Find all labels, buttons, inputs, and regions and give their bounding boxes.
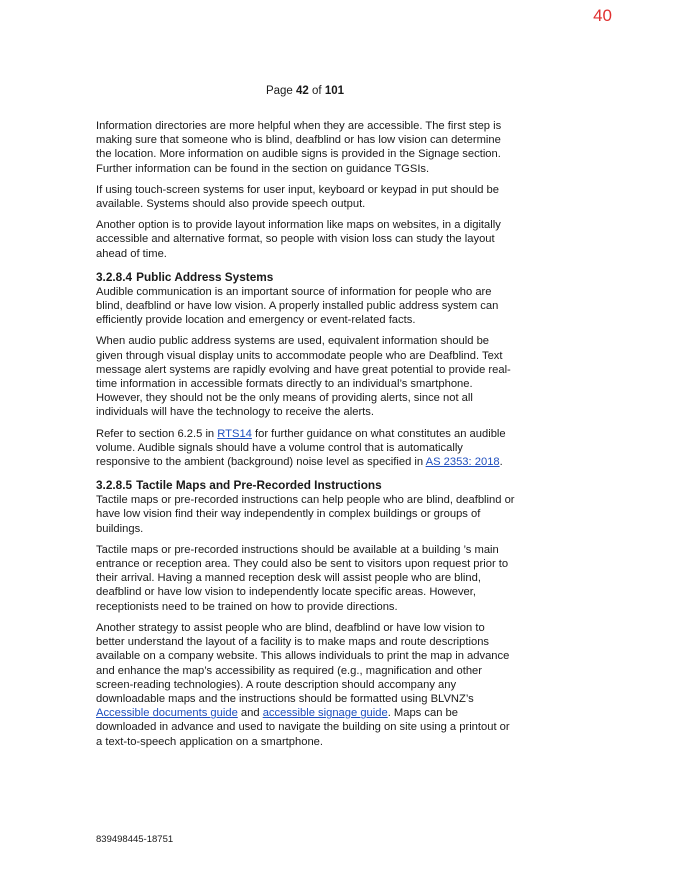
paragraph-reception: Tactile maps or pre-recorded instructions should be available at a building ’s main entrance or reception area. They could also be sent to visitors upon request prior to their arrival. Having a manned reception desk will assist people who are blind, deafblind or have low vision to independently locate specific areas. However, receptionists need to be trained on how to provide directions. bbox=[96, 543, 509, 613]
paragraph-volume bbox=[96, 427, 516, 470]
paragraph-tactile-intro: Tactile maps or pre-recorded instructions can help people who are blind, deafblind or have low vision find their way independently in complex buildings or groups of buildings. bbox=[96, 494, 515, 535]
document-body bbox=[96, 119, 516, 756]
heading-number: 3.2.8.5 bbox=[96, 478, 133, 493]
text-run: . bbox=[499, 456, 503, 469]
rts14-link[interactable]: RTS14 bbox=[217, 427, 252, 440]
corner-page-number: 40 bbox=[593, 6, 612, 25]
accessible-documents-guide-link[interactable]: Accessible documents guide bbox=[96, 707, 238, 720]
page-current: 42 bbox=[296, 85, 309, 97]
text-run: for further guidance on what constitutes an audible volume. Audible signals should have a volume control that is automatically responsive to the ambient (background) noise level as specified in bbox=[96, 427, 506, 469]
document-id-footer: 839498445-18751 bbox=[96, 834, 174, 845]
heading-public-address bbox=[96, 270, 516, 284]
page-total: 101 bbox=[324, 85, 345, 97]
heading-title: Public Address Systems bbox=[136, 269, 274, 284]
page-indicator-prefix: Page bbox=[265, 85, 293, 97]
paragraph-website-maps bbox=[96, 621, 516, 749]
paragraph-audible-communication: Audible communication is an important source of information for people who are blind, deafblind or have low vision. A properly installed public address system can efficiently provide location and emergency or event-related facts. bbox=[96, 285, 499, 327]
paragraph-touch-screen: If using touch-screen systems for user input, keyboard or keypad in put should be available. Systems should also provide speech output. bbox=[96, 183, 499, 211]
text-run: Refer to section 6.2.5 in bbox=[96, 427, 218, 440]
heading-title: Tactile Maps and Pre-Recorded Instructions bbox=[136, 478, 382, 493]
paragraph-directories: Information directories are more helpful when they are accessible. The first step is making sure that someone who is blind, deafblind or has low vision can determine the location. More information on audible signs is provided in the Signage section. Further information can be found in the section on guidance TGSIs. bbox=[96, 120, 502, 175]
text-run: Another strategy to assist people who are blind, deafblind or have low vision to better understand the layout of a facility is to make maps and route descriptions available on a company website. This allows individuals to print the map in advance and enhance the map’s accessibility as required (e.g., magnification and other screen-reading technologies). A route description should accompany any downloadable maps and the instructions should be formatted using BLVNZ’s bbox=[96, 621, 510, 705]
page-indicator bbox=[0, 85, 610, 97]
heading-tactile-maps bbox=[96, 478, 516, 492]
heading-number: 3.2.8.4 bbox=[96, 269, 133, 284]
text-run: . Maps can be downloaded in advance and used to navigate the building on site using a printout or a text-to-speech application on a smartphone. bbox=[96, 707, 510, 748]
text-run: and bbox=[237, 707, 263, 720]
page-indicator-of: of bbox=[312, 85, 322, 97]
as2353-link[interactable]: AS 2353: 2018 bbox=[425, 456, 500, 469]
paragraph-visual-display: When audio public address systems are used, equivalent information should be given through visual display units to accommodate people who are Deafblind. Text message alert systems are rapidly evolving and have great potential to provide real-time information in accessible formats directly to an individual’s smartphone. However, they should not be the only means of providing alerts, since not all individuals will have the technology to receive the alerts. bbox=[96, 335, 511, 419]
accessible-signage-guide-link[interactable]: accessible signage guide bbox=[262, 707, 388, 720]
paragraph-layout-info: Another option is to provide layout information like maps on websites, in a digitally accessible and alternative format, so people with vision loss can study the layout ahead of time. bbox=[96, 219, 501, 260]
